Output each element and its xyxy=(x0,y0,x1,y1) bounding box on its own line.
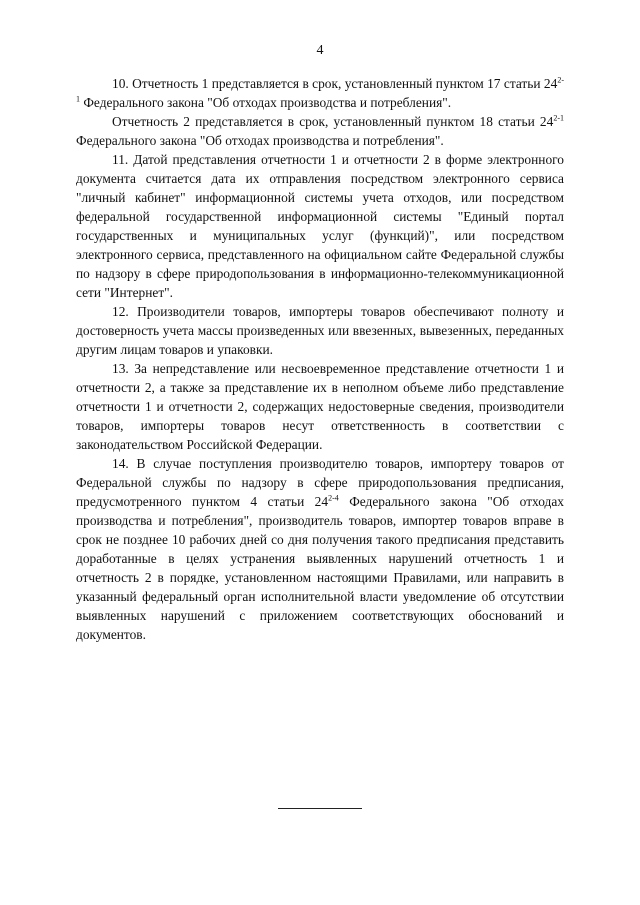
paragraph-10-cont: Отчетность 2 представляется в срок, установленный пунктом 18 статьи 24$^{2-1}$ Федерального закона "Об отходах производства и потребления". xyxy=(76,113,564,148)
paragraph-12: 12. Производители товаров, импортеры товаров обеспечивают полноту и достоверность учета массы произведенных или ввезенных, вывезенных, переданных другим лицам товаров и упаковки. xyxy=(76,304,564,357)
document-body xyxy=(76,74,564,644)
page-number: 4 xyxy=(316,43,324,58)
closing-divider xyxy=(278,808,362,809)
paragraph-10: 10. Отчетность 1 представляется в срок, установленный пунктом 17 статьи 24$^{2-1}$ Федерального закона "Об отходах производства и потребления". xyxy=(76,75,564,110)
paragraph-11: 11. Датой представления отчетности 1 и отчетности 2 в форме электронного документа считается дата их отправления посредством электронного сервиса "личный кабинет" информационной системы учета отходов, или посредством федеральной государственной информационной системы "Единый портал государственных и муниципальных услуг (функций)", или посредством электронного сервиса, представленного на официальном сайте Федеральной службы по надзору в сфере природопользования в информационно-телекоммуникационной сети "Интернет". xyxy=(76,152,564,300)
paragraph-13: 13. За непредставление или несвоевременное представление отчетности 1 и отчетности 2, а также за представление их в неполном объеме либо представление отчетности 1 и отчетности 2, содержащих недостоверные сведения, производители товаров, импортеры товаров несут ответственность в соответствии с законодательством Российской Федерации. xyxy=(76,361,564,452)
paragraph-14: 14. В случае поступления производителю товаров, импортеру товаров от Федеральной службы по надзору в сфере природопользования предписания, предусмотренного пунктом 4 статьи 24$^{2-4}$ Федерального закона "Об отходах производства и потребления", производитель товаров, импортер товаров вправе в срок не позднее 10 рабочих дней со дня получения такого предписания представить доработанные в целях устранения выявленных нарушений отчетность 1 и отчетность 2 в порядке, установленном настоящими Правилами, или направить в указанный федеральный орган исполнительной власти уведомление об отсутствии выявленных нарушений с приложением соответствующих обоснований и документов. xyxy=(76,456,564,642)
